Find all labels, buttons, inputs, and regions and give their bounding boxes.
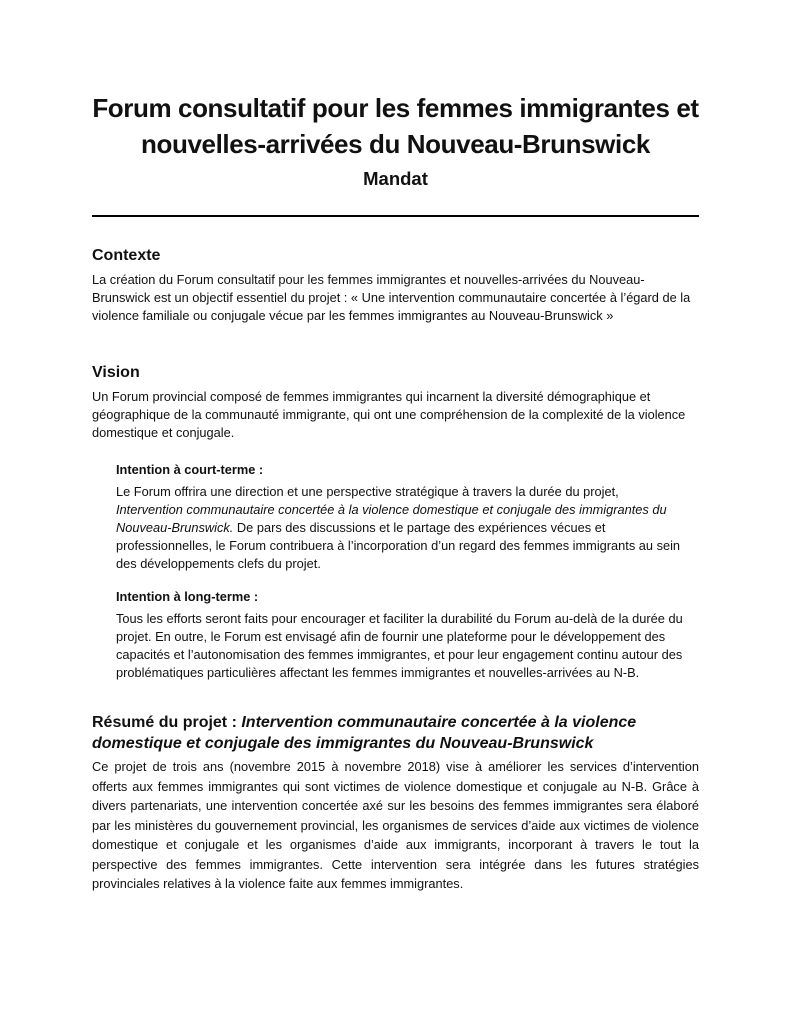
court-terme-heading: Intention à court-terme :	[116, 462, 264, 477]
section-vision	[92, 363, 699, 682]
section-contexte	[92, 246, 699, 325]
resume-body: Ce projet de trois ans (novembre 2015 à novembre 2018) vise à améliorer les services d’intervention offerts aux femmes immigrantes qui sont victimes de violence domestique et conjugale au N-B. Grâce à divers partenariats, une intervention concertée axé sur les besoins des femmes immigrantes sera élaboré par les ministères du gouvernement provincial, les organismes de services d’aide aux victimes de violence domestique et conjugale et les organismes d’aide aux immigrants, incorporant à travers le tout la perspective des femmes immigrantes. Cette intervention sera intégrée dans les futures stratégies provinciales relatives à la violence faite aux femmes immigrantes.	[92, 759, 699, 891]
vision-body: Un Forum provincial composé de femmes immigrantes qui incarnent la diversité démographique et géographique de la communauté immigrante, qui ont une compréhension de la complexité de la violence domestique et conjugale.	[92, 389, 686, 440]
vision-heading: Vision	[92, 364, 140, 381]
contexte-heading: Contexte	[92, 247, 161, 264]
court-terme-body	[116, 483, 699, 573]
subsection-court-terme	[92, 461, 699, 573]
subsection-long-terme	[92, 588, 699, 682]
court-terme-body-start: Le Forum offrira une direction et une perspective stratégique à travers la durée du projet,	[116, 484, 619, 499]
court-terme-project-name: Intervention communautaire concertée à la violence domestique et conjugale des immigrantes du Nouveau-Brunswick.	[116, 502, 667, 535]
section-resume	[92, 712, 699, 894]
title-line-2: nouvelles-arrivées du Nouveau-Brunswick	[141, 129, 650, 159]
resume-heading-project-name: Intervention communautaire concertée à la violence domestique et conjugale des immigrantes du Nouveau-Brunswick	[92, 714, 637, 752]
contexte-body: La création du Forum consultatif pour les femmes immigrantes et nouvelles-arrivées du Nouveau-Brunswick est un objectif essentiel du projet : « Une intervention communautaire concertée à l’égard de la violence familiale ou conjugale vécue par les femmes immigrantes au Nouveau-Brunswick »	[92, 272, 691, 323]
document-title	[92, 90, 699, 162]
long-terme-body: Tous les efforts seront faits pour encourager et faciliter la durabilité du Forum au-delà de la durée du projet. En outre, le Forum est envisagé afin de fournir une plateforme pour le développement des capacités et l’autonomisation des femmes immigrantes, et pour leur engagement continu autour des problématiques particulières affectant les femmes immigrantes et nouvelles-arrivées au N-B.	[116, 611, 683, 680]
court-terme-body-end: De pars des discussions et le partage des expériences vécues et professionnelles, le Forum contribuera à l’incorporation d’un regard des femmes immigrants au sein des développements clefs du projet.	[116, 520, 681, 571]
title-divider	[92, 215, 699, 217]
resume-heading	[92, 712, 699, 754]
long-terme-heading: Intention à long-terme :	[116, 589, 259, 604]
document-subtitle: Mandat	[363, 168, 428, 189]
title-line-1: Forum consultatif pour les femmes immigrantes et	[92, 93, 699, 123]
resume-heading-prefix: Résumé du projet :	[92, 714, 237, 731]
